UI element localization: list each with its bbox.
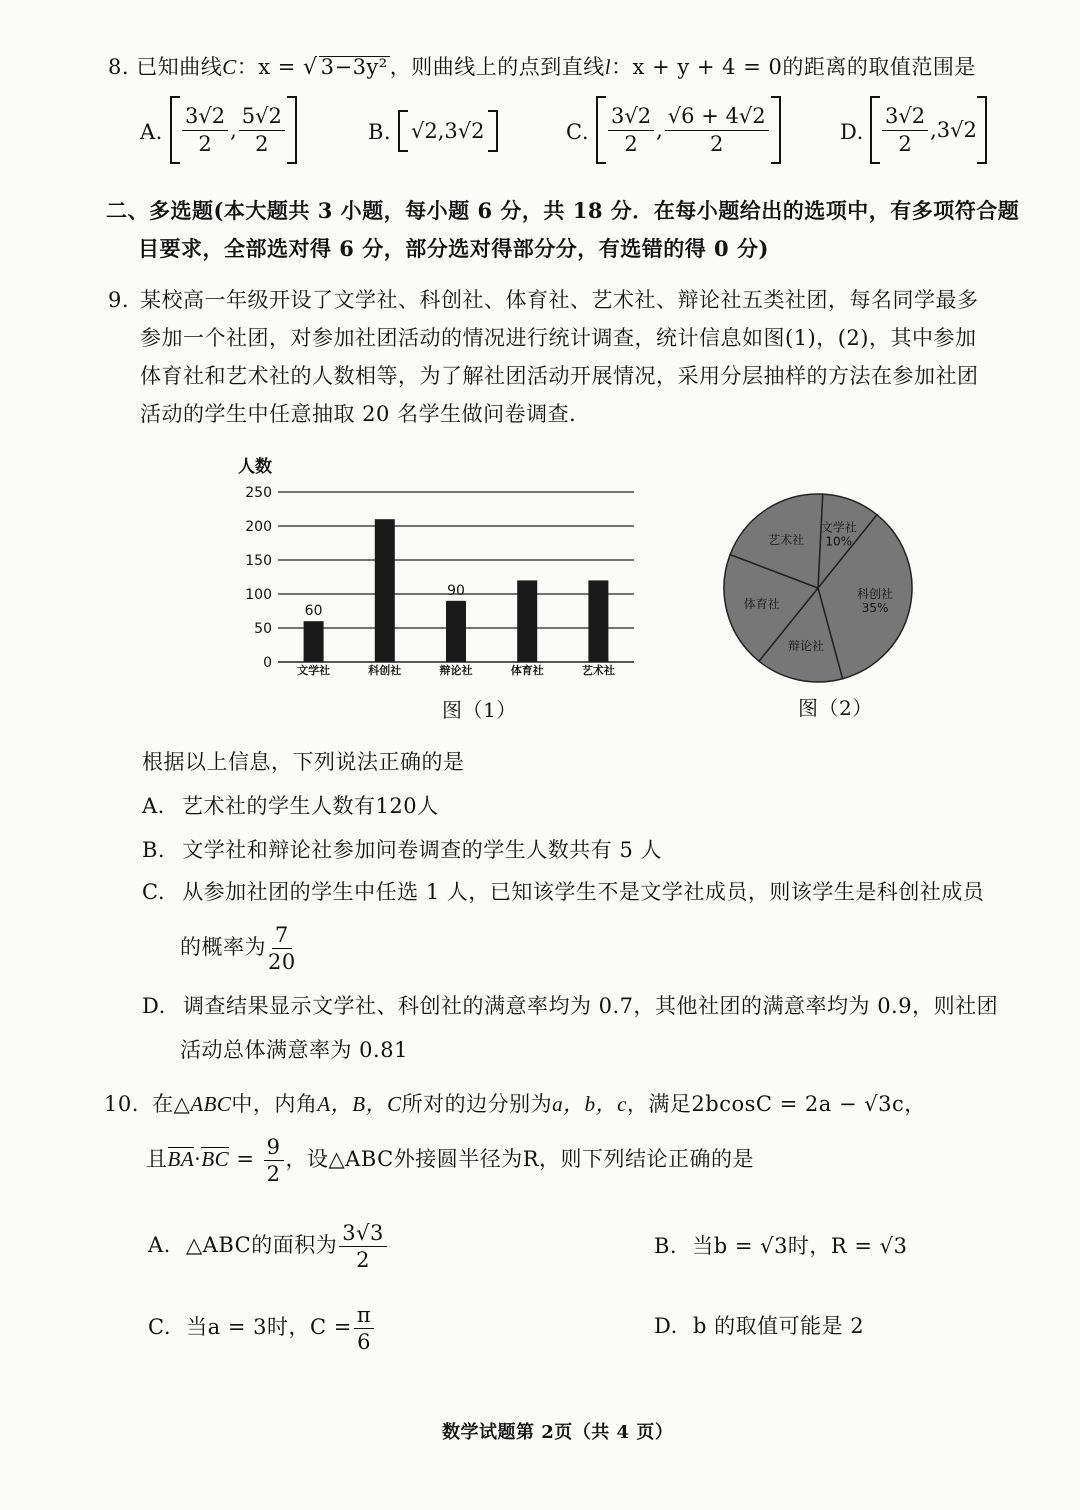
fig1-caption: 图（1） xyxy=(442,698,517,722)
q9-line-4: 活动的学生中任意抽取 20 名学生做问卷调查． xyxy=(140,402,591,426)
pie-slice-label: 10% xyxy=(825,534,853,549)
q8-sqrt: 3−3y² xyxy=(320,55,388,79)
q9-option-c-cont: 的概率为 $\frac{7}{20}$ xyxy=(180,923,296,975)
q8-option-a-label: A. xyxy=(140,120,163,144)
q10-option-a: A. △ABC的面积为 $\frac{3√3}{2}$ xyxy=(148,1222,389,1271)
y-tick-label: 50 xyxy=(254,621,272,637)
q10-line-1: 10. 在△ABC中，内角A，B，C所对的边分别为a，b，c，满足2bcosC = 2a − √3c， xyxy=(104,1092,926,1116)
q8-stem: 8. 已知曲线C：x = √ 3−3y²，则曲线上的点到直线l：x + y + 4 = 0的距离的取值范围是 xyxy=(108,55,976,80)
q9-line-3: 体育社和艺术社的人数相等，为了解社团活动开展情况，采用分层抽样的方法在参加社团 xyxy=(140,364,979,388)
q8-option-d-value: $\frac{3√2}{2}$ ,3√2 xyxy=(870,96,987,164)
bar-data-label: 60 xyxy=(304,603,323,620)
q8-number: 8. xyxy=(108,55,130,79)
q8-eq1: ：x = xyxy=(236,55,304,79)
page-footer: 数学试题第 2页（共 4 页） xyxy=(442,1422,674,1443)
pie-slice-label: 文学社 xyxy=(820,520,857,535)
q9-option-d: D. 调查结果显示文学社、科创社的满意率均为 0.7，其他社团的满意率均为 0.9，则社团 xyxy=(142,994,999,1018)
bar-data-label: 90 xyxy=(447,582,465,599)
q9-line-1: 某校高一年级开设了文学社、科创社、体育社、艺术社、辩论社五类社团，每名同学最多 xyxy=(140,288,979,312)
q8-eq2: ：x + y + 4 = 0 xyxy=(611,55,783,79)
q8-curve: C xyxy=(222,55,237,79)
q8-option-b xyxy=(368,122,391,143)
pie-slice-label: 体育社 xyxy=(743,597,780,612)
pie-slice-label: 35% xyxy=(861,600,889,615)
pie-chart xyxy=(716,488,920,688)
q8-stem-pre: 已知曲线 xyxy=(136,55,223,79)
q10-option-b: B. 当b = √3时，R = √3 xyxy=(654,1234,908,1258)
q8-option-b-label: B. xyxy=(368,120,392,144)
bar xyxy=(517,580,537,662)
bar xyxy=(588,580,608,662)
q8-option-a xyxy=(140,98,163,144)
bar-chart-ylabel: 人数 xyxy=(238,457,272,477)
bar-chart xyxy=(230,450,650,685)
y-tick-label: 0 xyxy=(263,655,272,671)
q10-option-c: C. 当a = 3时，C = $\frac{\pi}{6}$ xyxy=(148,1304,376,1353)
q8-stem-mid: ，则曲线上的点到直线 xyxy=(389,55,605,79)
q10-line-2: 且BA·BC = $\frac{9}{2}$ ，设△ABC外接圆半径为R，则下列结论正确的是 xyxy=(146,1135,755,1187)
x-tick-label: 科创社 xyxy=(368,664,402,677)
q8-line-name: l xyxy=(604,55,612,79)
bar xyxy=(446,601,466,662)
q8-stem-post: 的距离的取值范围是 xyxy=(782,55,976,79)
x-tick-label: 艺术社 xyxy=(581,664,615,677)
q8-option-d xyxy=(840,122,864,143)
q8-option-d-label: D. xyxy=(840,120,864,144)
q10-option-d: D. b 的取值可能是 2 xyxy=(654,1314,865,1338)
q8-option-b-value: √2,3√2 xyxy=(398,110,498,152)
y-tick-label: 100 xyxy=(245,587,272,603)
pie-slice-label: 辩论社 xyxy=(788,639,825,654)
q9-option-a: A. 艺术社的学生人数有120人 xyxy=(142,794,439,818)
x-tick-label: 文学社 xyxy=(297,664,331,677)
q8-option-c xyxy=(566,122,589,143)
q9-option-b: B. 文学社和辩论社参加问卷调查的学生人数共有 5 人 xyxy=(142,838,663,862)
section2-heading-line2: 目要求，全部选对得 6 分，部分选对得部分分，有选错的得 0 分) xyxy=(138,236,769,261)
q9-line-2: 参加一个社团，对参加社团活动的情况进行统计调查，统计信息如图(1)，(2)，其中参加 xyxy=(140,326,977,350)
y-tick-label: 250 xyxy=(245,485,272,501)
q8-option-c-label: C. xyxy=(566,120,589,144)
y-tick-label: 150 xyxy=(245,553,272,569)
q9-number: 9. xyxy=(108,288,130,312)
q9-option-d-cont: 活动总体满意率为 0.81 xyxy=(180,1038,408,1062)
fig2-caption: 图（2） xyxy=(798,696,873,720)
y-tick-label: 200 xyxy=(245,519,272,535)
pie-slice-label: 科创社 xyxy=(857,586,894,601)
q8-option-c-value: $\frac{3√2}{2}$ , $\frac{√6 + 4√2}{2}$ xyxy=(596,96,781,164)
q9-question: 根据以上信息，下列说法正确的是 xyxy=(142,750,465,774)
bar xyxy=(375,519,395,662)
x-tick-label: 体育社 xyxy=(510,664,544,677)
pie-slice-label: 艺术社 xyxy=(768,533,805,548)
vec-bc: BC xyxy=(201,1147,230,1172)
vec-ba: BA xyxy=(167,1147,195,1172)
q8-option-a-value: $\frac{3√2}{2}$ , $\frac{5√2}{2}$ xyxy=(170,96,297,164)
x-tick-label: 辩论社 xyxy=(439,664,473,677)
q9-option-c: C. 从参加社团的学生中任选 1 人，已知该学生不是文学社成员，则该学生是科创社成员 xyxy=(142,880,985,904)
bar xyxy=(304,621,324,662)
section2-heading-line1: 二、多选题(本大题共 3 小题，每小题 6 分，共 18 分．在每小题给出的选项中，有多项符合题 xyxy=(106,198,1020,223)
